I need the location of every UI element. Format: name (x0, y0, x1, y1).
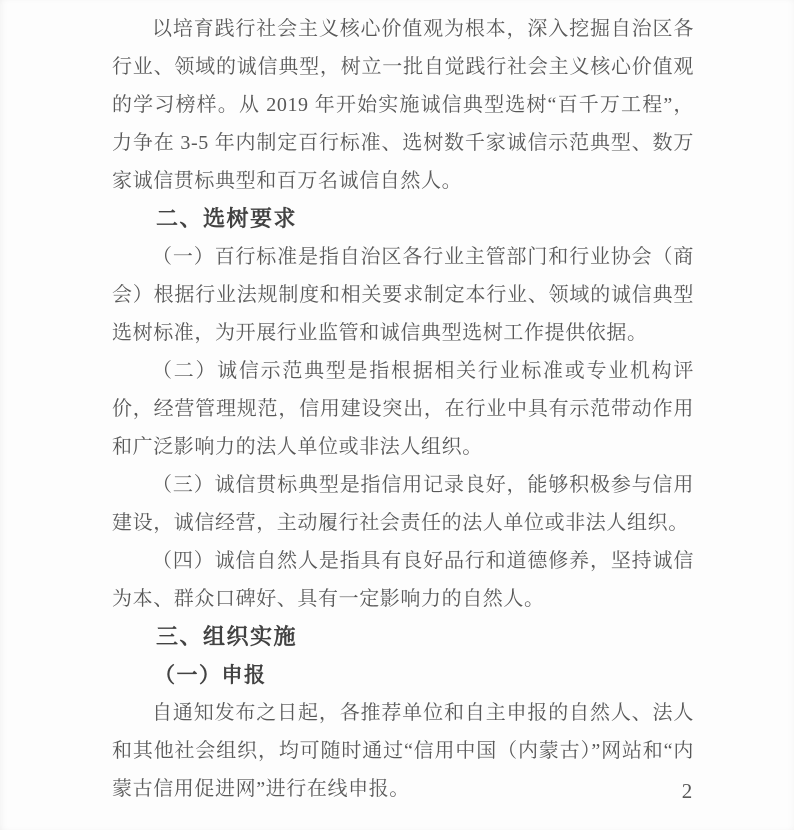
paragraph-item-4-honest-individual: （四）诚信自然人是指具有良好品行和道德修养，坚持诚信为本、群众口碑好、具有一定影响力的自然人。 (112, 550, 694, 610)
page-number: 2 (681, 779, 693, 803)
paragraph-declaration-details: 自通知发布之日起，各推荐单位和自主申报的自然人、法人和其他社会组织，均可随时通过“信用中国（内蒙古）”网站和“内蒙古信用促进网”进行在线申报。 (112, 702, 694, 800)
sub-heading-declaration: （一）申报 (154, 663, 267, 687)
document-content (112, 10, 694, 808)
paragraph-item-2-integrity-model: （二）诚信示范典型是指根据相关行业标准或专业机构评价，经营管理规范，信用建设突出，在行业中具有示范带动作用和广泛影响力的法人单位或非法人组织。 (112, 360, 694, 458)
section-heading-selection-requirements: 二、选树要求 (156, 206, 298, 231)
section-heading-organization-implementation: 三、组织实施 (156, 624, 298, 649)
paragraph-intro: 以培育践行社会主义核心价值观为根本，深入挖掘自治区各行业、领域的诚信典型，树立一批自觉践行社会主义核心价值观的学习榜样。从 2019 年开始实施诚信典型选树“百千万工程”，力争在 3-5 年内制定百行标准、选树数千家诚信示范典型、数万家诚信贯标典型和百万名诚信自然人。 (112, 18, 694, 192)
paragraph-item-1-industry-standards: （一）百行标准是指自治区各行业主管部门和行业协会（商会）根据行业法规制度和相关要求制定本行业、领域的诚信典型选树标准，为开展行业监管和诚信典型选树工作提供依据。 (112, 246, 694, 344)
paragraph-item-3-standard-compliance-model: （三）诚信贯标典型是指信用记录良好，能够积极参与信用建设，诚信经营，主动履行社会责任的法人单位或非法人组织。 (112, 474, 694, 534)
